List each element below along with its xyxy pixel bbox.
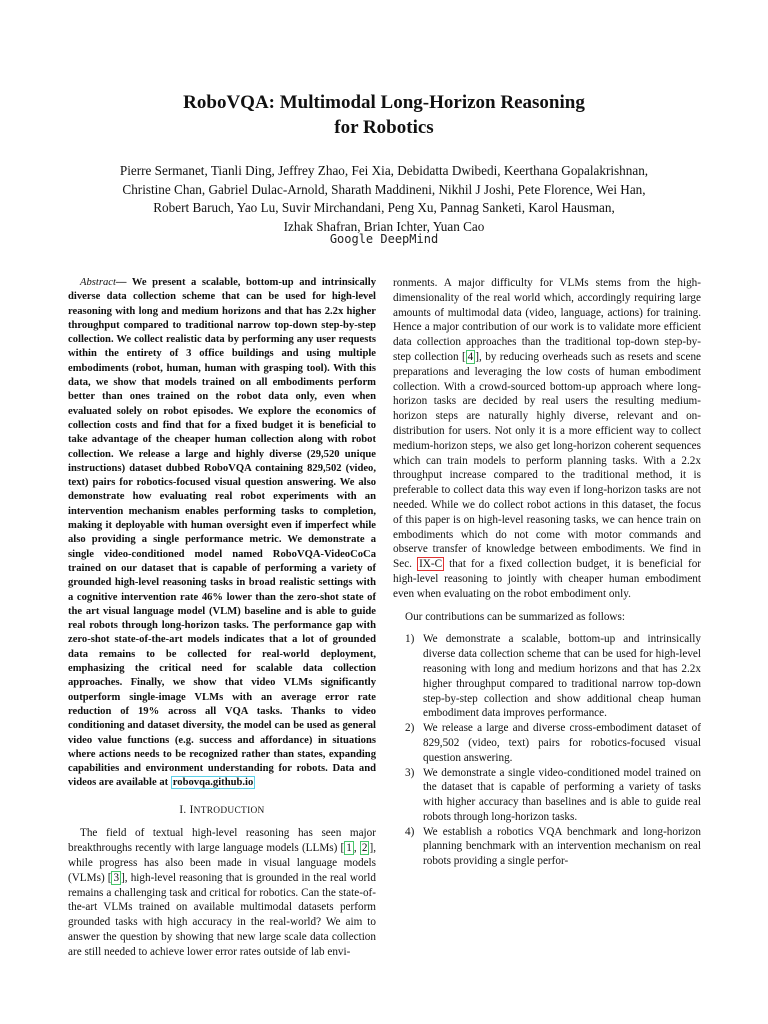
intro-text: ], high-level reasoning that is grounded in the real world remains a challenging task and critical for robotics. Can the state-of-the-art VLMs trained on available multimodal datasets perform grounded tasks with high accuracy in the real-world? We aim to answer the question by showing that new large scale data collection are still needed to achieve lower error rates outside of lab envi- (68, 871, 376, 958)
list-number: 1) (405, 633, 415, 646)
author-line: Pierre Sermanet, Tianli Ding, Jeffrey Zhao, Fei Xia, Debidatta Dwibedi, Keerthana Gopalakrishnan, (119, 163, 649, 178)
author-line: Robert Baruch, Yao Lu, Suvir Mirchandani, Peng Xu, Pannag Sanketi, Karol Hausman, (153, 200, 615, 215)
list-text: We demonstrate a scalable, bottom-up and intrinsically diverse data collection scheme that can be used for high-level reasoning with long and medium horizons and that has 2.2x higher throughput compared to traditional narrow top-down step-by-step collection and show additional cheap human embodiment data improves performance. (423, 633, 701, 720)
intro-text: , (353, 842, 360, 855)
intro-paragraph (68, 826, 376, 959)
left-column (68, 276, 376, 960)
citation-link[interactable]: 2 (361, 842, 368, 855)
abstract-label: Abstract (80, 277, 116, 288)
author-line: Christine Chan, Gabriel Dulac-Arnold, Sharath Maddineni, Nikhil J Joshi, Pete Florence, Wei Han, (122, 181, 646, 197)
list-text: We establish a robotics VQA benchmark and long-horizon planning benchmark with an intervention mechanism on real robots providing a single perfor- (423, 825, 701, 868)
paper-title (0, 90, 768, 140)
abstract-body: We present a scalable, bottom-up and intrinsically diverse data collection scheme that can be used for high-level reasoning with long and medium horizons and that has 2.2x higher throughput compared to traditional narrow top-down step-by-step collection. We collect realistic data by performing any user requests within the entirety of 3 office buildings and using multiple embodiments (robot, human, human with grasping tool). With this data, we show that models trained on all embodiments perform better than ones trained on the robot data only, even when evaluated solely on robot episodes. We explore the economics of collection costs and find that for a fixed budget it is beneficial to take advantage of the cheaper human collection along with robot collection. We release a large and highly diverse (29,520 unique instructions) dataset dubbed RoboVQA containing 829,502 (video, text) pairs for robotics-focused visual question answering. We also demonstrate how evaluating real robot experiments with an intervention mechanism enables performing tasks to completion, making it deployable with human oversight even if imperfect while also providing a single performance metric. We demonstrate a single video-conditioned model named RoboVQA-VideoCoCa trained on our dataset that is capable of performing a variety of grounded high-level reasoning tasks in broad realistic settings with a cognitive intervention rate 46% lower than the zero-shot state of the art visual language model (VLM) baseline and is able to guide real robots through long-horizon tasks. The performance gap with zero-shot state-of-the-art models indicates that a lot of grounded data remains to be collected for real-world deployment, emphasizing the critical need for scalable data collection approaches. Finally, we show that video VLMs significantly outperform single-image VLMs with an average error rate reduction of 19% across all VQA tasks. Thanks to video conditioning and dataset diversity, the model can be used as general video value functions (e.g. success and affordance) in situations where actions needs to be recognized rather than states, expanding capabilities and environment understanding for robots. Data and videos are available at (68, 277, 376, 789)
affiliation: Google DeepMind (329, 232, 439, 246)
citation-link[interactable]: 1 (346, 842, 352, 855)
list-number: 4) (405, 825, 415, 838)
section-number: I. (179, 803, 187, 816)
list-item (393, 825, 701, 869)
list-item (393, 766, 701, 825)
body-text: ronments. A major difficulty for VLMs stems from the high-dimensionality of the real world which, accordingly requiring large amounts of multimodal data (video, language, actions) for training. Hence a major contribution of our work is to validate more efficient data collection approaches than the traditional top-down step-by-step collection [ (393, 277, 701, 363)
list-item (393, 632, 701, 721)
intro-text: The field of textual high-level reasoning has seen major breakthroughs recently with large language models (LLMs) [ (68, 827, 376, 855)
citation-link[interactable]: 3 (113, 871, 120, 884)
list-item (393, 721, 701, 765)
author-line: Izhak Shafran, Brian Ichter, Yuan Cao (283, 218, 485, 234)
list-number: 3) (405, 766, 415, 779)
right-paragraph (393, 276, 701, 602)
list-text: We release a large and diverse cross-embodiment dataset of 829,502 (video, text) pairs for robotics-focused visual question answering. (423, 722, 701, 764)
section-title-rest: NTRODUCTION (193, 805, 265, 816)
contributions-intro: Our contributions can be summarized as follows: (405, 610, 625, 623)
title-line-2: for Robotics (334, 117, 434, 138)
project-link[interactable]: robovqa.github.io (172, 777, 254, 789)
contributions-list (393, 632, 701, 869)
abstract-dash: — (115, 277, 127, 288)
section-title-first: I (189, 803, 194, 816)
abstract (68, 276, 376, 791)
list-text: We demonstrate a single video-conditioned model trained on the dataset that is capable of performing a variety of tasks with higher accuracy than baselines and is able to guide real robots through long-horizon tasks. (423, 766, 701, 823)
intro-text: ], while progress has also been made in visual language models (VLMs) [ (68, 842, 377, 884)
title-line-1: RoboVQA: Multimodal Long-Horizon Reasoning (183, 92, 585, 113)
body-text: that for a fixed collection budget, it is beneficial for high-level reasoning to jointly with cheaper human embodiment even when evaluating on the robot embodiment only. (393, 558, 702, 600)
right-column (393, 276, 701, 869)
list-number: 2) (405, 722, 415, 735)
section-ref-link[interactable]: IX-C (419, 558, 443, 571)
citation-link[interactable]: 4 (467, 350, 474, 363)
section-heading-introduction (68, 803, 376, 819)
body-text: ], by reducing overheads such as resets and scene preparations and leveraging the low costs of human embodiment collection. With a crowd-sourced bottom-up approach where long-horizon tasks are decided by real users the resulting medium-horizon steps are naturally highly diverse, relevant and on-distribution for users. Not only it is a more efficient way to collect medium-horizon steps, we also get long-horizon coherent sequences which can train models to perform planning tasks. With a 2.2x throughput increase compared to the traditional method, it is preferable to collect data this way even if long-horizon tasks are not needed. While we do collect robot actions in this dataset, the focus of this paper is on high-level reasoning tasks, we can hence train on embodiments which do not come with motor commands and observe transfer of knowledge between embodiments. We find in Sec. (393, 350, 701, 571)
author-list (60, 162, 708, 236)
